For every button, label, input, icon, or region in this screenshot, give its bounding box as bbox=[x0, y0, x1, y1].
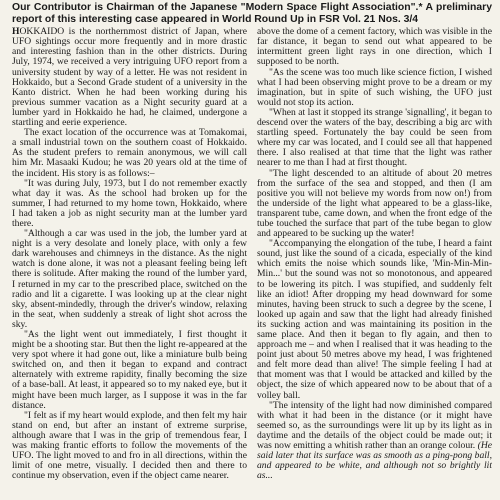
paragraph-text: "It was during July, 1973, but I do not remember exactly what day it was. As the school had broken up for the summer, I had returned to my home town, Hokkaido, where I had taken a job as night security man at the lumber yard there. bbox=[12, 177, 247, 229]
paragraph bbox=[12, 27, 247, 128]
paragraph-text: "The light descended to an altitude of about 20 metres from the surface of the sea and stopped, and then (I am positive you will not believe my words from now on!) from the underside of the light what appeared to be a glass-like, transparent tube, came down, and when the front edge of the tube touched the surface that part of the tube began to glow and appeared to be sucking up the water! bbox=[257, 167, 492, 240]
paragraph bbox=[257, 169, 492, 240]
paragraph bbox=[257, 68, 492, 108]
paragraph-text: The exact location of the occurrence was at Tomakomai, a small industrial town on the southern coast of Hokkaido. As the student prefers to remain anonymous, we will call him Mr. Masaaki Kudou; he was 20 years old at the time of the incident. His story is as follows:– bbox=[12, 127, 247, 179]
paragraph bbox=[12, 179, 247, 229]
paragraph bbox=[12, 411, 247, 482]
article-columns bbox=[12, 27, 492, 489]
paragraph-text: "Although a car was used in the job, the lumber yard at night is a very desolate and lonely place, with only a few dark warehouses and chimneys in the distance. As the night watch is done alone, it was not a pleasant feeling being left there is solitude. After making the round of the lumber yard, I returned in my car to the prescribed place, switched on the radio and lit a cigarette. I was looking up at the clear night sky, absent-mindedly, through the driver's window, relaxing in the seat, when suddenly a streak of light shot across the sky. bbox=[12, 228, 247, 330]
paragraph-text: above the dome of a cement factory, which was visible in the far distance, it began to send out what appeared to be intermittent green light rays in one direction, which I supposed to be north. bbox=[257, 27, 492, 68]
right-column bbox=[257, 27, 492, 489]
italic-aside: (He said later that its surface was as smooth as a ping-pong ball, and appeared to be white, and although not so brightly lit as... bbox=[257, 440, 492, 482]
paragraph bbox=[12, 128, 247, 178]
paragraph-text: "As the scene was too much like science fiction, I wished what I had been observing might prove to be a dream or my imagination, but in spite of such wishing, the UFO just would not stop its action. bbox=[257, 66, 492, 108]
paragraph-text: "I felt as if my heart would explode, and then felt my hair stand on end, but after an instant of extreme surprise, although aware that I was in the grip of tremendous fear, I was making frantic efforts to follow the movements of the UFO. The light moved to and fro in all directions, within the limit of one metre, visually. I decided then and there to continue my observation, even if the object came nearer. bbox=[12, 409, 247, 482]
paragraph-text: "As the light went out immediately, I first thought it might be a shooting star. But then the light re-appeared at the very spot where it had gone out, like a miniature bulb being switched on, and then it began to expand and contract alternately with extreme rapidity, finally becoming the size of a base-ball. At least, it appeared so to my naked eye, but it might have been much larger, as I suppose it was in the far distance. bbox=[12, 329, 247, 411]
paragraph bbox=[257, 108, 492, 169]
drop-cap: H bbox=[12, 27, 20, 38]
paragraph bbox=[12, 229, 247, 330]
paragraph bbox=[257, 401, 492, 482]
paragraph bbox=[12, 330, 247, 411]
paragraph-text: "Accompanying the elongation of the tube, I heard a faint sound, just like the sound of a cicada, especially of the kind which emits the noise which sounds like, 'Min-Min-Min-Min...' but the sound was not so monotonous, and appeared to be lowering its pitch. I was stupified, and suddenly felt like an idiot! After dropping my head downward for some minutes, having been struck to such a degree by the scene, I looked up again and saw that the light had already finished its sucking action and was maintaining its position in the same place. And then it began to fly again, and then to approach me – and when I realised that it was heading to the point just about 50 metres above my head, I was frightened and felt more dead than alive! The simple feeling I had at that moment was that I would be attacked and killed by the object, the size of which appeared now to be about that of a volley ball. bbox=[257, 238, 492, 401]
intro-paragraph: Our Contributor is Chairman of the Japanese "Modern Space Flight Association".* A preliminary report of this interesting case appeared in World Round Up in FSR Vol. 21 Nos. 3/4 bbox=[12, 2, 492, 25]
paragraph bbox=[257, 239, 492, 401]
paragraph bbox=[257, 27, 492, 67]
paragraph-text: "The intensity of the light had now diminished compared with what it had been in the distance (or it might have seemed so, as the surroundings were lit up by its light as in daytime and the details of the object could be made out; it was now emitting a whitish rather than an orange colour. bbox=[257, 399, 492, 452]
left-column bbox=[12, 27, 247, 489]
paragraph-text: "When at last it stopped its strange 'signalling', it began to descend over the waters of the bay, describing a big arc with startling speed. Fortunately the bay could be seen from where my car was located, and I could see all that happened there. I also realised at that time that the light was rather nearer to me than I had at first thought. bbox=[257, 106, 492, 169]
paragraph-text: OKKAIDO is the northernmost district of Japan, where UFO sightings occur more frequently and in more drastic and interesting fashion than in the other districts. During July, 1974, we received a very intriguing UFO report from a university student by way of a letter. He was not resident in Hokkaido, but a Second Grade student of a university in the Kanto district. When he had been working during his previous summer vacation as a Night security guard at a lumber yard in Hokkaido he had, he claimed, undergone a startling and eerie experience. bbox=[12, 27, 247, 129]
